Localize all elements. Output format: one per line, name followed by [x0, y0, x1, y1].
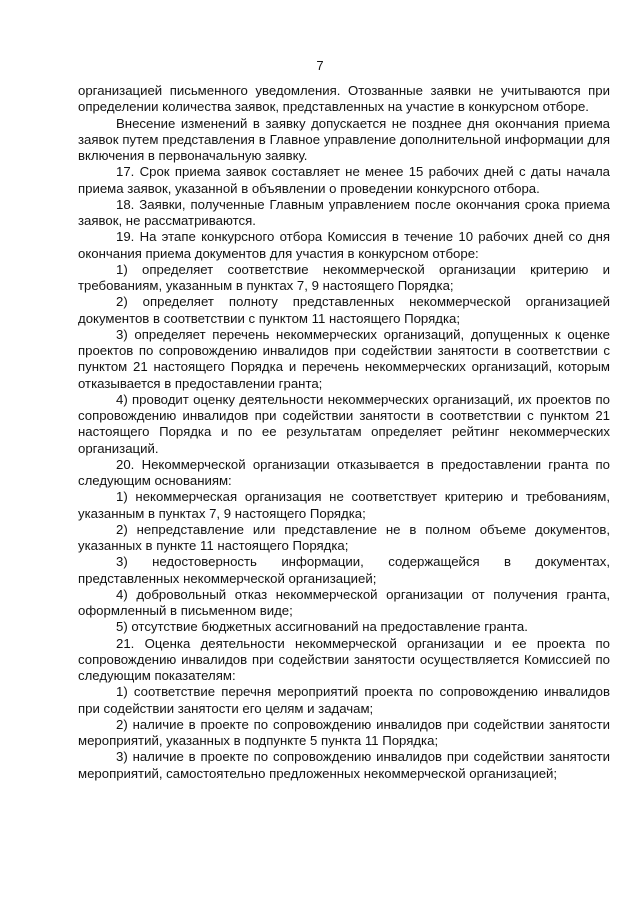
paragraph: 20. Некоммерческой организации отказывается в предоставлении гранта по следующим основаниям: — [78, 456, 610, 488]
list-item: 1) определяет соответствие некоммерческой организации критерию и требованиям, указанным в пунктах 7, 9 настоящего Порядка; — [78, 261, 610, 293]
document-body — [78, 83, 610, 782]
paragraph: 19. На этапе конкурсного отбора Комиссия в течение 10 рабочих дней со дня окончания приема документов для участия в конкурсном отборе: — [78, 229, 610, 261]
paragraph: 18. Заявки, полученные Главным управлением после окончания срока приема заявок, не рассматриваются. — [78, 196, 610, 228]
list-item: 3) определяет перечень некоммерческих организаций, допущенных к оценке проектов по сопровождению инвалидов при содействии занятости в соответствии с пунктом 21 настоящего Порядка и перечень некоммерческих организаций, которым отказывается в предоставлении гранта; — [78, 326, 610, 391]
list-item: 4) проводит оценку деятельности некоммерческих организаций, их проектов по сопровождению инвалидов при содействии занятости в соответствии с пунктом 21 настоящего Порядка и по ее результатам определяет рейтинг некоммерческих организаций. — [78, 391, 610, 456]
list-item: 2) наличие в проекте по сопровождению инвалидов при содействии занятости мероприятий, указанных в подпункте 5 пункта 11 Порядка; — [78, 716, 610, 748]
list-item: 3) недостоверность информации, содержащейся в документах, представленных некоммерческой организацией; — [78, 554, 610, 586]
paragraph: Внесение изменений в заявку допускается не позднее дня окончания приема заявок путем представления в Главное управление дополнительной информации для включения в первоначальную заявку. — [78, 115, 610, 163]
page-number: 7 — [316, 58, 324, 73]
list-item: 5) отсутствие бюджетных ассигнований на предоставление гранта. — [116, 619, 528, 635]
list-item: 2) непредставление или представление не в полном объеме документов, указанных в пункте 11 настоящего Порядка; — [78, 521, 610, 553]
paragraph: организацией письменного уведомления. Отозванные заявки не учитываются при определении количества заявок, представленных на участие в конкурсном отборе. — [78, 83, 610, 115]
list-item: 1) соответствие перечня мероприятий проекта по сопровождению инвалидов при содействии занятости его целям и задачам; — [78, 684, 610, 716]
list-item: 3) наличие в проекте по сопровождению инвалидов при содействии занятости мероприятий, самостоятельно предложенных некоммерческой организацией; — [78, 749, 610, 781]
list-item: 4) добровольный отказ некоммерческой организации от получения гранта, оформленный в письменном виде; — [78, 586, 610, 618]
list-item: 2) определяет полноту представленных некоммерческой организацией документов в соответствии с пунктом 11 настоящего Порядка; — [78, 294, 610, 326]
paragraph: 21. Оценка деятельности некоммерческой организации и ее проекта по сопровождению инвалидов при содействии занятости осуществляется Комиссией по следующим показателям: — [78, 635, 610, 683]
list-item: 1) некоммерческая организация не соответствует критерию и требованиям, указанным в пунктах 7, 9 настоящего Порядка; — [78, 489, 610, 521]
paragraph: 17. Срок приема заявок составляет не менее 15 рабочих дней с даты начала приема заявок, указанной в объявлении о проведении конкурсного отбора. — [78, 164, 610, 196]
